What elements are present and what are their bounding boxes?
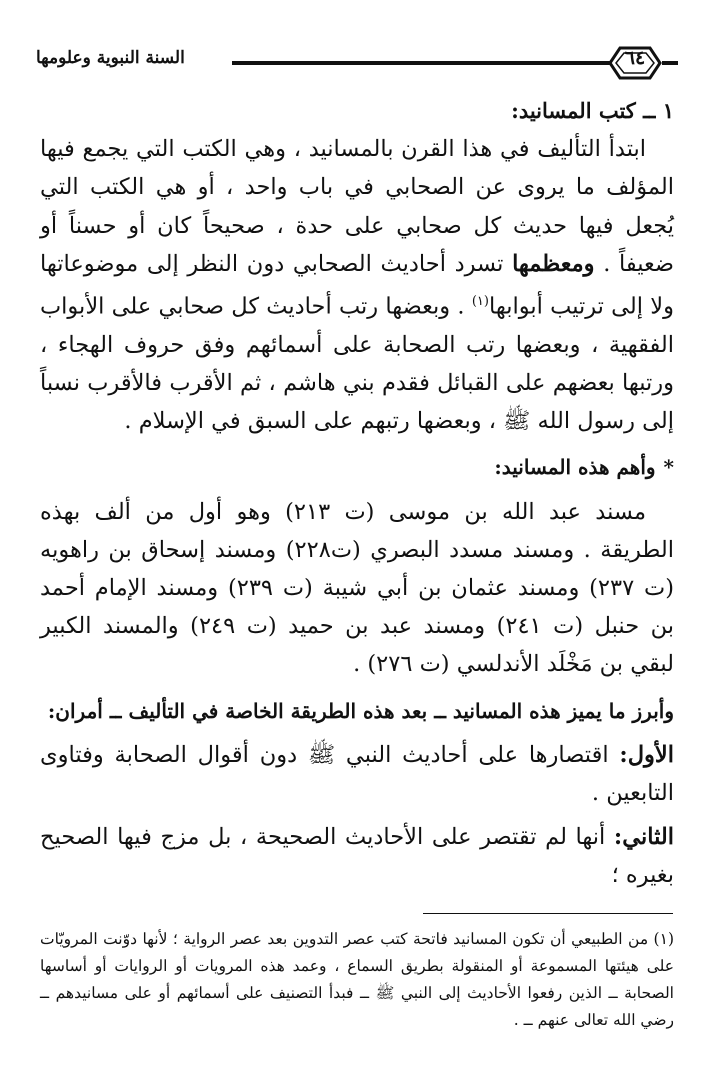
features-heading: وأبرز ما يميز هذه المسانيد ــ بعد هذه الطريقة الخاصة في التأليف ــ أمران: <box>47 698 674 723</box>
important-musnads-paragraph: مسند عبد الله بن موسى (ت ٢١٣) وهو أول من ألف بهذه الطريقة . ومسند مسدد البصري (ت٢٢٨) ومسند إسحاق بن راهويه (ت ٢٣٧) ومسند عثمان بن أبي شيبة (ت ٢٣٩) ومسند الإمام أحمد بن حنبل (ت ٢٤١) ومسند عبد بن حميد (ت ٢٤٩) والمسند الكبير لبقي بن مَخْلَد الأندلسي (ت ٢٧٦) . <box>40 498 674 678</box>
footnotes <box>40 926 674 1034</box>
header-rule <box>232 61 612 65</box>
header-rule-end <box>662 61 678 65</box>
feature-second <box>40 818 674 894</box>
star-bullet-icon: * <box>663 455 674 480</box>
paragraph-text-part-1: ابتدأ التأليف في هذا القرن بالمسانيد ، وهي الكتب التي يجمع فيها المؤلف ما يروى عن الصحابي في باب واحد ، أو هي الكتب التي يُجعل فيها حديث كل صحابي على حدة ، صحيحاً كان أو حسناً أو ضعيفاً . <box>40 136 675 277</box>
musnad-definition-paragraph <box>40 130 674 440</box>
running-header <box>36 42 678 86</box>
footnote-1: (١) من الطبيعي أن تكون المسانيد فاتحة كتب عصر التدوين بعد عصر الرواية ؛ لأنها دوّنت المرويّات على هيئتها المسموعة أو المنقولة بطريق السماع ، وعمد هذه المرويات أو الروايات أو أساسها الصحابة ــ الذين رفعوا الأحاديث إلى النبي ﷺ ــ فبدأ التصنيف على أسمائهم أو على مسانيدهم ــ رضي الله تعالى عنهم ــ . <box>40 930 674 1029</box>
bold-phrase: ومعظمها <box>512 250 595 277</box>
paragraph-text-part-2: تسرد أحاديث الصحابي دون النظر إلى موضوعاتها ولا إلى ترتيب أبوابها <box>40 250 674 320</box>
paragraph-text-part-3: . وبعضها رتب أحاديث كل صحابي على الأبواب الفقهية ، وبعضها رتب الصحابة على أسمائهم وفق حروف الهجاء ، ورتبها بعضهم على القبائل فقدم بني هاشم ، ثم الأقرب فالأقرب نسباً إلى رسول الله ﷺ ، وبعضها رتبهم على السبق في الإسلام . <box>40 293 674 435</box>
feature-first-label: الأول: <box>619 741 674 768</box>
footnote-reference: (١) <box>471 294 489 310</box>
important-musnads-heading <box>40 448 674 486</box>
running-title: السنة النبوية وعلومها <box>36 48 185 68</box>
feature-first <box>40 736 674 812</box>
section-heading: ١ ــ كتب المسانيد: <box>511 98 674 123</box>
feature-first-text: اقتصارها على أحاديث النبي ﷺ دون أقوال الصحابة وفتاوى التابعين . <box>40 741 674 806</box>
important-heading-text: وأهم هذه المسانيد: <box>494 455 656 480</box>
main-text <box>40 92 674 895</box>
feature-second-label: الثاني: <box>613 824 674 851</box>
footnote-separator <box>423 913 673 914</box>
feature-second-text: أنها لم تقتصر على الأحاديث الصحيحة ، بل مزج فيها الصحيح بغيره ؛ <box>40 824 674 889</box>
page-number: ٦٤ <box>624 47 646 69</box>
